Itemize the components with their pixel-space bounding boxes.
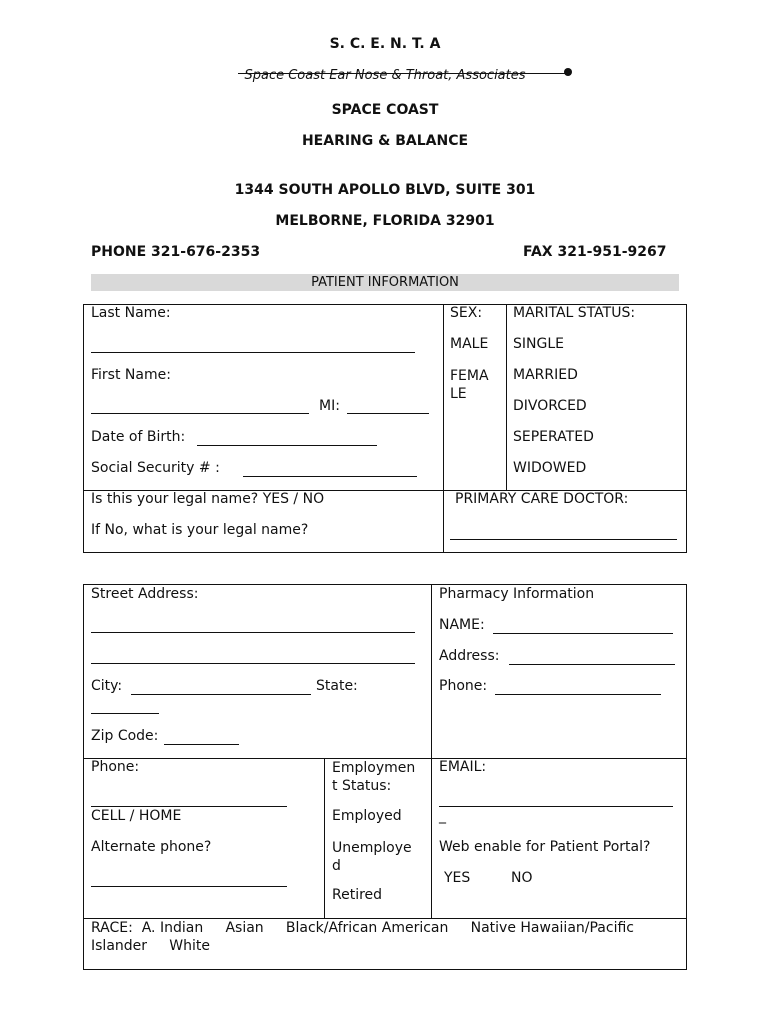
org-full-name: Space Coast Ear Nose & Throat, Associates [244,68,526,83]
employment-option-unemployed[interactable]: Unemploye d [332,840,412,874]
sex-option-female[interactable]: FEMA LE [450,368,489,402]
section-title-bar: PATIENT INFORMATION [91,274,679,291]
dob-label: Date of Birth: [91,429,186,445]
address-line-1: 1344 SOUTH APOLLO BLVD, SUITE 301 [234,182,536,198]
employment-option-retired[interactable]: Retired [332,887,383,903]
pharmacy-name-field[interactable] [493,633,673,634]
phone-field[interactable] [91,806,287,807]
zip-code-label: Zip Code: [91,728,159,744]
dot-marker [564,68,572,76]
phone-number: PHONE 321-676-2353 [91,244,261,260]
street-address-field-1[interactable] [91,632,415,633]
org-abbreviation: S. C. E. N. T. A [329,36,441,52]
mi-field[interactable] [347,413,429,414]
state-field[interactable] [91,713,159,714]
sex-label: SEX: [450,305,483,321]
divider [431,584,432,918]
sex-option-male[interactable]: MALE [450,336,489,352]
divider [506,304,507,491]
marital-option-widowed[interactable]: WIDOWED [513,460,587,476]
divider [443,304,444,553]
patient-portal-question: Web enable for Patient Portal? [439,839,651,855]
pcp-field[interactable] [450,539,677,540]
alternate-phone-label: Alternate phone? [91,839,212,855]
pharmacy-phone-label: Phone: [439,678,488,694]
legal-name-followup: If No, what is your legal name? [91,522,309,538]
race-options: RACE: A. Indian Asian Black/African American Native Hawaiian/Pacific Islander White [91,920,639,954]
pcp-label: PRIMARY CARE DOCTOR: [455,491,629,507]
email-label: EMAIL: [439,759,487,775]
marital-status-label: MARITAL STATUS: [513,305,636,321]
marital-option-single[interactable]: SINGLE [513,336,564,352]
pharmacy-name-label: NAME: [439,617,485,633]
cell-home-label: CELL / HOME [91,808,182,824]
first-name-label: First Name: [91,367,171,383]
city-field[interactable] [131,694,311,695]
legal-name-question: Is this your legal name? YES / NO [91,491,325,507]
last-name-field[interactable] [91,352,415,353]
ssn-label: Social Security # : [91,460,220,476]
zip-code-field[interactable] [164,744,239,745]
pharmacy-title: Pharmacy Information [439,586,595,602]
pharmacy-address-field[interactable] [509,664,675,665]
employment-option-employed[interactable]: Employed [332,808,402,824]
marital-option-separated[interactable]: SEPERATED [513,429,594,445]
address-line-2: MELBORNE, FLORIDA 32901 [275,213,495,229]
street-address-label: Street Address: [91,586,199,602]
email-trailing-mark: _ [439,808,446,824]
ssn-field[interactable] [243,476,417,477]
pharmacy-phone-field[interactable] [495,694,661,695]
dob-field[interactable] [197,445,377,446]
street-address-field-2[interactable] [91,663,415,664]
divider [324,758,325,918]
strike-line [238,73,568,74]
city-label: City: [91,678,123,694]
employment-status-label: Employmen t Status: [332,760,416,794]
mi-label: MI: [319,398,340,414]
marital-option-divorced[interactable]: DIVORCED [513,398,587,414]
alternate-phone-field[interactable] [91,886,287,887]
state-label: State: [316,678,358,694]
marital-option-married[interactable]: MARRIED [513,367,578,383]
pharmacy-address-label: Address: [439,648,500,664]
last-name-label: Last Name: [91,305,171,321]
portal-option-no[interactable]: NO [511,870,533,886]
phone-label: Phone: [91,759,140,775]
fax-number: FAX 321-951-9267 [523,244,667,260]
header-line-1: SPACE COAST [331,102,439,118]
header-line-2: HEARING & BALANCE [301,133,469,149]
email-field[interactable] [439,806,673,807]
portal-option-yes[interactable]: YES [444,870,471,886]
first-name-field[interactable] [91,413,309,414]
